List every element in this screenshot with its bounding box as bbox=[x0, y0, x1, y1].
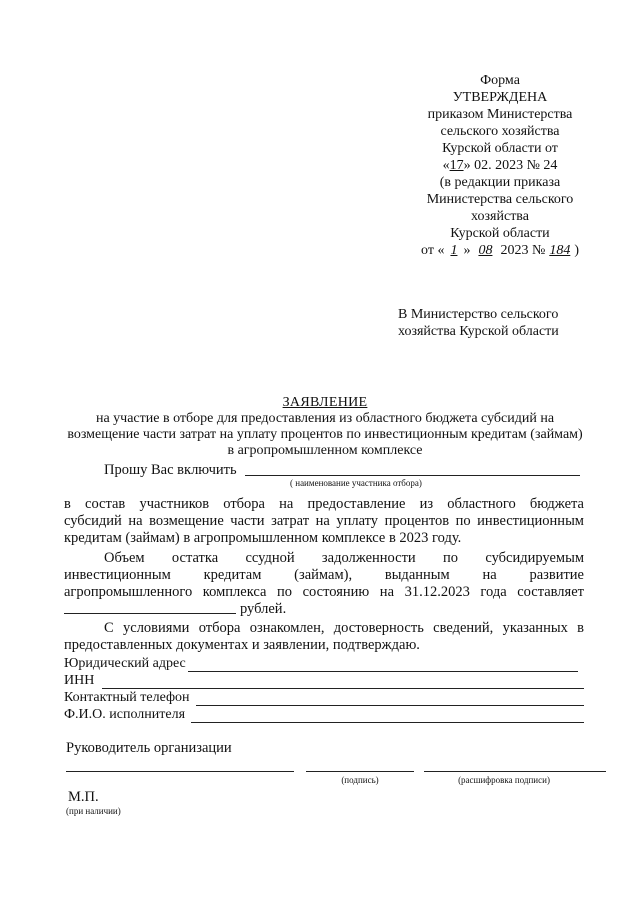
signature-line[interactable] bbox=[306, 771, 414, 772]
participant-name-line[interactable] bbox=[245, 475, 580, 476]
executor-label: Ф.И.О. исполнителя bbox=[64, 707, 186, 722]
executor-field[interactable] bbox=[64, 706, 584, 723]
para1-line-3: кредитам (займам) в агропромышленном комплексе в 2023 году. bbox=[64, 530, 462, 546]
form-label: Форма bbox=[480, 73, 520, 88]
addressee bbox=[398, 306, 559, 340]
order-date: «17» 02. 2023 № 24 bbox=[442, 158, 558, 173]
phone-line[interactable] bbox=[196, 692, 584, 706]
legal-address-line[interactable] bbox=[188, 658, 578, 672]
request-text: Прошу Вас включить bbox=[104, 462, 237, 478]
handwritten-number: 184 bbox=[549, 243, 571, 258]
edition-line-1: (в редакции приказа bbox=[439, 175, 561, 190]
phone-label: Контактный телефон bbox=[64, 690, 190, 705]
addressee-line-1: В Министерство сельского bbox=[398, 307, 559, 322]
head-label: Руководитель организации bbox=[66, 740, 232, 756]
para1-line-1: в состав участников отбора на предоставление из областного бюджета bbox=[64, 496, 584, 512]
order-line-3: Курской области от bbox=[442, 141, 558, 156]
legal-address-label: Юридический адрес bbox=[64, 656, 186, 671]
edition-line-4: Курской области bbox=[450, 226, 550, 241]
signature-decode-line[interactable] bbox=[424, 771, 606, 772]
para3-line-1: С условиями отбора ознакомлен, достоверность сведений, указанных в bbox=[104, 620, 584, 636]
phone-field[interactable] bbox=[64, 689, 584, 706]
stamp-note: (при наличии) bbox=[66, 806, 121, 816]
handwritten-day: 1 bbox=[450, 243, 458, 258]
title-line-3: в агропромышленном комплексе bbox=[227, 443, 423, 458]
para2-line-1: Объем остатка ссудной задолженности по субсидируемым bbox=[104, 550, 584, 566]
document-title bbox=[60, 395, 590, 459]
order-line-1: приказом Министерства bbox=[427, 107, 573, 122]
rubles-label: рублей. bbox=[240, 601, 287, 617]
inn-label: ИНН bbox=[64, 673, 95, 688]
edition-line-3: хозяйства bbox=[471, 209, 529, 224]
head-position-line[interactable] bbox=[66, 771, 294, 772]
title-line-1: на участие в отборе для предоставления из областного бюджета субсидий на bbox=[95, 411, 555, 426]
balance-amount-line[interactable] bbox=[64, 613, 236, 614]
edition-line-2: Министерства сельского bbox=[426, 192, 574, 207]
para1-line-2: субсидий на возмещение части затрат на уплату процентов по инвестиционным bbox=[64, 513, 584, 529]
order-line-2: сельского хозяйства bbox=[440, 124, 560, 139]
legal-address-field[interactable] bbox=[64, 655, 584, 672]
addressee-line-2: хозяйства Курской области bbox=[398, 324, 559, 339]
para2-line-3: агропромышленного комплекса по состоянию на 31.12.2023 года составляет bbox=[64, 584, 584, 600]
approval-block bbox=[380, 72, 620, 259]
inn-field[interactable] bbox=[64, 672, 584, 689]
stamp-label: М.П. bbox=[68, 789, 99, 805]
handwritten-month: 08 bbox=[478, 243, 493, 258]
title-heading: ЗАЯВЛЕНИЕ bbox=[282, 395, 368, 410]
title-line-2: возмещение части затрат на уплату процентов по инвестиционным кредитам (займам) bbox=[67, 427, 583, 442]
inn-line[interactable] bbox=[102, 675, 584, 689]
edition-date: от « 1 » 08 2023 № 184 ) bbox=[421, 243, 579, 258]
decode-caption: (расшифровка подписи) bbox=[458, 775, 550, 785]
signature-caption: (подпись) bbox=[341, 775, 379, 785]
approved-label: УТВЕРЖДЕНА bbox=[452, 90, 548, 105]
para3-line-2: предоставленных документах и заявлении, подтверждаю. bbox=[64, 637, 420, 653]
executor-line[interactable] bbox=[191, 709, 584, 723]
participant-caption: ( наименование участника отбора) bbox=[290, 478, 422, 488]
para2-line-2: инвестиционным кредитам (займам), выданным на развитие bbox=[64, 567, 584, 583]
